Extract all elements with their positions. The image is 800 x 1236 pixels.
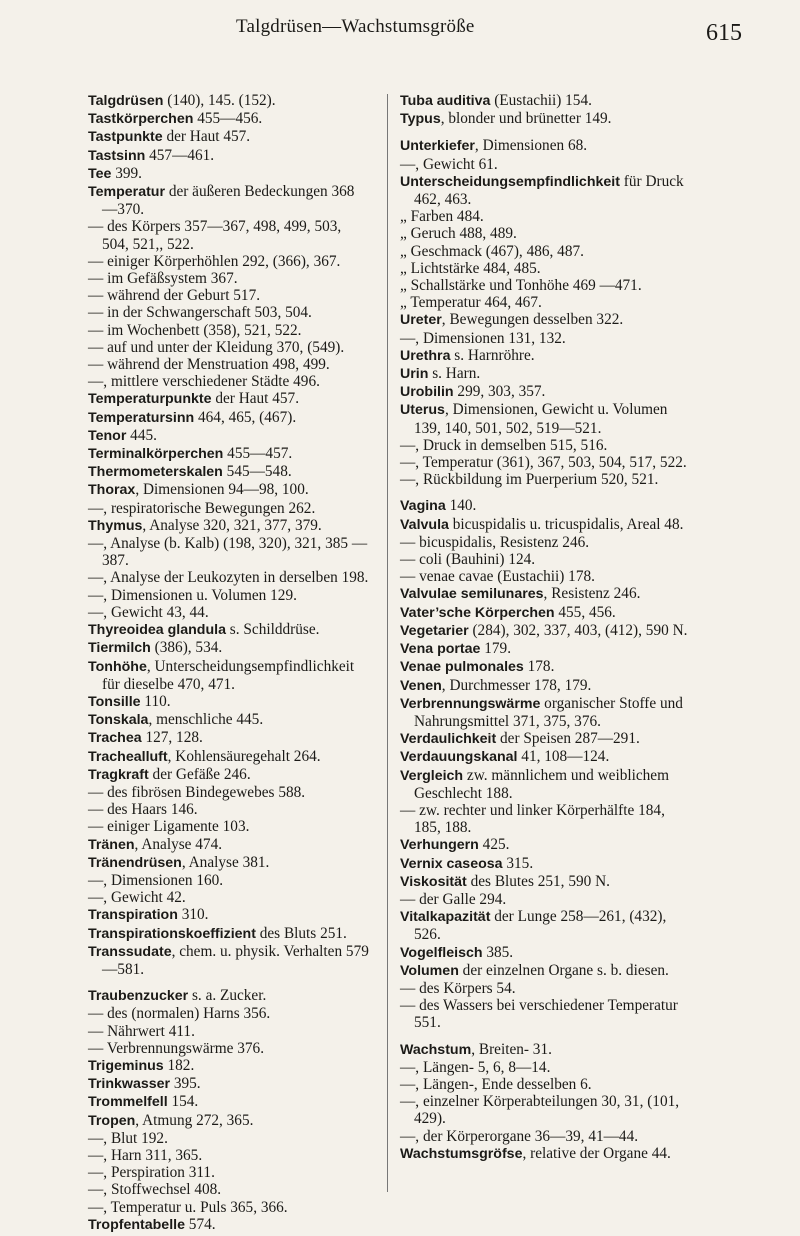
index-keyword: Valvula: [400, 516, 449, 533]
index-references: 310.: [177, 906, 209, 924]
index-keyword: Tränendrüsen: [88, 854, 182, 871]
index-entry: [400, 640, 690, 658]
index-references: 464, 465, (467).: [194, 408, 297, 426]
index-references: —, Längen- 5, 6, 8—14.: [400, 1058, 551, 1076]
index-entry: [400, 585, 690, 603]
index-entry: [88, 836, 370, 854]
index-keyword: Verdaulichkeit: [400, 731, 497, 748]
index-keyword: Tonsille: [88, 693, 141, 710]
index-entry: [88, 693, 370, 711]
index-entry: [88, 1199, 370, 1216]
index-references: (386), 534.: [150, 639, 223, 657]
index-keyword: Thymus: [88, 517, 143, 534]
index-references: 395.: [170, 1075, 201, 1093]
index-entry: [400, 516, 690, 534]
index-entry: [400, 1059, 690, 1076]
index-keyword: Tuba auditiva: [400, 93, 491, 109]
index-entry: [88, 1130, 370, 1147]
index-entry: [88, 569, 370, 586]
index-entry: [400, 873, 690, 891]
index-entry: [88, 1112, 370, 1130]
index-entry: [88, 1057, 370, 1075]
index-references: , Dimensionen 94—98, 100.: [135, 481, 309, 499]
index-entry: [88, 270, 370, 287]
index-entry: [400, 695, 690, 730]
index-references: , menschliche 445.: [148, 711, 264, 729]
index-entry: [88, 784, 370, 801]
index-entry: [400, 347, 690, 365]
index-keyword: Verbrennungswärme: [400, 695, 541, 712]
index-entry: [88, 409, 370, 427]
index-entry: [88, 818, 370, 835]
index-keyword: Tee: [88, 165, 112, 182]
index-entry: [88, 463, 370, 481]
index-references: der Gefäße 246.: [148, 765, 251, 783]
index-entry: [400, 1145, 690, 1163]
index-entry: [400, 836, 690, 854]
index-references: —, Dimensionen 131, 132.: [400, 329, 566, 347]
index-keyword: Verhungern: [400, 837, 479, 854]
index-references: —, einzelner Körperabteilungen 30, 31, (101, 429).: [400, 1093, 680, 1128]
index-references: —, Gewicht 42.: [88, 889, 186, 907]
index-entry: [88, 604, 370, 621]
index-keyword: Thermometerskalen: [88, 464, 223, 481]
index-references: — des Körpers 54.: [400, 979, 516, 997]
index-references: —, Perspiration 311.: [88, 1164, 215, 1182]
index-entry: [88, 854, 370, 872]
index-keyword: Vena portae: [400, 641, 481, 658]
index-references: , Dimensionen 68.: [474, 137, 588, 155]
index-entry: [88, 1023, 370, 1040]
index-keyword: Venae pulmonales: [400, 659, 524, 676]
index-entry: [88, 427, 370, 445]
index-entry: [400, 622, 690, 640]
index-entry: [400, 767, 690, 802]
page-header: [0, 12, 800, 52]
index-references: 41, 108—124.: [517, 748, 610, 766]
index-keyword: Tonhöhe: [88, 658, 147, 675]
index-references: (Eustachii) 154.: [490, 92, 592, 109]
index-keyword: Ureter: [400, 312, 442, 329]
index-entry: [400, 962, 690, 980]
running-head: Talgdrüsen—Wachstumsgröße: [236, 16, 475, 37]
index-entry: [88, 253, 370, 270]
index-entry: [88, 218, 370, 252]
index-entry: [400, 944, 690, 962]
index-entry: [88, 445, 370, 463]
index-keyword: Wachstum: [400, 1041, 472, 1058]
index-references: 299, 303, 357.: [453, 383, 546, 401]
index-references: „ Geschmack (467), 486, 487.: [400, 242, 584, 260]
index-references: des Bluts 251.: [255, 924, 347, 942]
index-references: — zw. rechter und linker Körperhälfte 184, 185, 188.: [400, 801, 665, 837]
index-entry: [400, 471, 690, 488]
index-keyword: Trommelfell: [88, 1094, 168, 1111]
index-references: zw. männlichem und weiblichem Geschlecht 188.: [414, 766, 669, 802]
index-references: 574.: [184, 1215, 216, 1233]
index-keyword: Tastkörperchen: [88, 111, 194, 128]
index-references: — im Wochenbett (358), 521, 522.: [88, 321, 302, 339]
index-references: „ Temperatur 464, 467.: [400, 294, 542, 312]
index-references: —, Rückbildung im Puerperium 520, 521.: [400, 471, 659, 489]
index-references: s. Schilddrüse.: [225, 621, 320, 639]
index-references: 455—456.: [193, 110, 263, 128]
index-entry: [88, 1005, 370, 1022]
index-entry: [88, 943, 370, 978]
index-keyword: Tonskala: [88, 712, 149, 729]
index-entry: [400, 802, 690, 836]
index-references: 127, 128.: [141, 729, 203, 747]
index-keyword: Terminalkörperchen: [88, 446, 224, 463]
index-entry: [88, 658, 370, 693]
index-entry: [88, 390, 370, 408]
index-references: „ Geruch 488, 489.: [400, 225, 517, 243]
index-entry: [88, 766, 370, 784]
index-references: 425.: [478, 836, 510, 854]
index-entry: [88, 183, 370, 218]
index-keyword: Tenor: [88, 427, 127, 444]
index-entry: [400, 604, 690, 622]
index-entry: [88, 1181, 370, 1198]
index-references: — einiger Ligamente 103.: [88, 818, 250, 836]
index-references: — während der Menstruation 498, 499.: [88, 356, 330, 374]
index-entry: [400, 137, 690, 155]
index-references: 182.: [163, 1056, 195, 1074]
index-references: — während der Geburt 517.: [88, 287, 261, 305]
index-keyword: Urin: [400, 366, 429, 383]
index-entry: [88, 1216, 370, 1234]
index-references: der Speisen 287—291.: [496, 730, 640, 748]
index-entry: [88, 147, 370, 165]
index-references: der einzelnen Organe s. b. diesen.: [458, 961, 669, 979]
index-entry: [400, 568, 690, 585]
index-entry: [88, 322, 370, 339]
index-keyword: Unterscheidungsempfindlichkeit: [400, 173, 620, 190]
index-entry: [400, 437, 690, 454]
index-entry: [400, 1076, 690, 1093]
index-references: — des Haars 146.: [88, 801, 198, 819]
index-keyword: Tropfentabelle: [88, 1216, 185, 1233]
index-entry: [400, 1041, 690, 1059]
index-references: — des (normalen) Harns 356.: [88, 1005, 271, 1023]
index-references: , Kohlensäuregehalt 264.: [167, 747, 321, 765]
index-entry: [88, 711, 370, 729]
index-references: 179.: [480, 640, 512, 658]
index-entry: [88, 92, 370, 110]
index-entry: [88, 987, 370, 1005]
index-entry: [400, 294, 690, 311]
index-references: (284), 302, 337, 403, (412), 590 N.: [468, 621, 688, 639]
index-keyword: Tastpunkte: [88, 129, 163, 146]
index-references: 178.: [523, 658, 555, 676]
index-keyword: Vergleich: [400, 767, 464, 784]
index-entry: [88, 1040, 370, 1057]
index-entry: [88, 1147, 370, 1164]
index-keyword: Tragkraft: [88, 766, 149, 783]
index-references: —, Temperatur (361), 367, 503, 504, 517, 522.: [400, 454, 687, 472]
index-entry: [400, 980, 690, 997]
index-references: des Blutes 251, 590 N.: [466, 872, 610, 890]
index-entry: [400, 365, 690, 383]
index-keyword: Trinkwasser: [88, 1076, 171, 1093]
index-references: , Dimensionen, Gewicht u. Volumen 139, 140, 501, 502, 519—521.: [414, 401, 668, 437]
index-keyword: Transpirationskoeffizient: [88, 925, 256, 942]
index-references: , blonder und brünetter 149.: [440, 110, 612, 128]
index-keyword: Trachealluft: [88, 748, 168, 765]
index-keyword: Urethra: [400, 347, 451, 364]
index-entry: [400, 383, 690, 401]
index-entry: [400, 277, 690, 294]
index-entry: [88, 729, 370, 747]
index-references: —, Dimensionen 160.: [88, 871, 224, 889]
index-references: der Haut 457.: [211, 390, 300, 408]
index-references: — im Gefäßsystem 367.: [88, 270, 238, 288]
index-keyword: Temperatursinn: [88, 409, 195, 426]
index-references: s. a. Zucker.: [188, 987, 267, 1005]
index-references: 385.: [482, 943, 514, 961]
index-references: der äußeren Bedeckungen 368 —370.: [102, 183, 355, 219]
index-entry: [400, 225, 690, 242]
index-entry: [88, 165, 370, 183]
index-column-left: [88, 92, 370, 1234]
index-keyword: Vagina: [400, 498, 446, 515]
index-references: —, Dimensionen u. Volumen 129.: [88, 586, 297, 604]
index-references: 110.: [140, 692, 171, 710]
index-references: —, respiratorische Bewegungen 262.: [88, 499, 316, 517]
index-references: , chem. u. physik. Verhalten 579—581.: [102, 942, 369, 978]
index-keyword: Temperatur: [88, 184, 165, 201]
index-keyword: Wachstumsgröfse: [400, 1145, 523, 1162]
index-references: 455, 456.: [554, 603, 616, 621]
index-entry: [400, 401, 690, 436]
index-references: 545—548.: [222, 463, 292, 481]
index-entry: [88, 801, 370, 818]
index-entry: [88, 872, 370, 889]
index-entry: [88, 304, 370, 321]
index-references: —, Druck in demselben 515, 516.: [400, 436, 608, 454]
index-references: 154.: [167, 1093, 199, 1111]
index-references: 445.: [126, 426, 157, 444]
index-keyword: Talgdrüsen: [88, 93, 164, 109]
index-references: , Analyse 320, 321, 377, 379.: [142, 516, 322, 534]
index-keyword: Verdauungskanal: [400, 749, 518, 766]
index-keyword: Vegetarier: [400, 622, 469, 639]
index-keyword: Thorax: [88, 482, 136, 499]
index-keyword: Valvulae semilunares: [400, 586, 544, 603]
index-references: —, Längen-, Ende desselben 6.: [400, 1075, 592, 1093]
index-keyword: Transpiration: [88, 907, 178, 924]
index-references: — venae cavae (Eustachii) 178.: [400, 568, 595, 586]
index-references: für Druck 462, 463.: [414, 172, 684, 209]
index-keyword: Volumen: [400, 962, 459, 979]
index-references: — Verbrennungswärme 376.: [88, 1039, 265, 1057]
index-references: —, Analyse der Leukozyten in derselben 198.: [88, 569, 369, 587]
index-references: — Nährwert 411.: [88, 1022, 195, 1040]
index-references: „ Lichtstärke 484, 485.: [400, 259, 541, 277]
index-entry: [88, 339, 370, 356]
index-entry: [88, 889, 370, 906]
index-entry: [400, 997, 690, 1031]
index-keyword: Vernix caseosa: [400, 855, 503, 872]
index-entry: [88, 356, 370, 373]
index-references: , Unterscheidungsempfindlichkeit für dieselbe 470, 471.: [102, 657, 355, 693]
index-references: —, Stoffwechsel 408.: [88, 1181, 222, 1199]
index-keyword: Temperaturpunkte: [88, 391, 212, 408]
index-references: , Durchmesser 178, 179.: [441, 676, 592, 694]
index-entry: [400, 658, 690, 676]
index-references: s. Harnröhre.: [450, 346, 535, 364]
index-references: —, Gewicht 61.: [400, 155, 498, 173]
index-references: — in der Schwangerschaft 503, 504.: [88, 304, 312, 322]
index-keyword: Viskosität: [400, 873, 467, 890]
index-references: — der Galle 294.: [400, 890, 507, 908]
index-references: (140), 145. (152).: [163, 92, 276, 109]
index-entry: [400, 243, 690, 260]
index-entry: [88, 373, 370, 390]
index-entry: [400, 1093, 690, 1127]
index-keyword: Thyreoidea glandula: [88, 622, 226, 639]
index-references: „ Schallstärke und Tonhöhe 469 —471.: [400, 277, 642, 295]
index-entry: [400, 110, 690, 128]
index-entry: [88, 481, 370, 499]
index-references: der Haut 457.: [162, 128, 251, 146]
index-keyword: Uterus: [400, 402, 445, 419]
index-references: —, der Körperorgane 36—39, 41—44.: [400, 1127, 639, 1145]
index-references: 140.: [445, 497, 477, 515]
index-references: —, Temperatur u. Puls 365, 366.: [88, 1198, 288, 1216]
index-entry: [88, 535, 370, 569]
index-entry: [400, 173, 690, 208]
index-entry: [88, 587, 370, 604]
index-entry: [400, 534, 690, 551]
index-entry: [88, 1093, 370, 1111]
index-references: 457—461.: [145, 146, 215, 164]
index-keyword: Vitalkapazität: [400, 909, 491, 926]
index-entry: [400, 1128, 690, 1145]
index-entry: [88, 287, 370, 304]
index-keyword: Transsudate: [88, 943, 172, 960]
index-references: s. Harn.: [428, 365, 481, 383]
index-references: — einiger Körperhöhlen 292, (366), 367.: [88, 252, 341, 270]
index-keyword: Vater’sche Körperchen: [400, 604, 555, 621]
index-entry: [88, 906, 370, 924]
index-entry: [400, 497, 690, 515]
index-references: organischer Stoffe und Nahrungsmittel 371, 375, 376.: [414, 694, 683, 730]
index-references: —, Blut 192.: [88, 1129, 168, 1147]
index-entry: [400, 454, 690, 471]
index-keyword: Unterkiefer: [400, 138, 475, 155]
index-keyword: Venen: [400, 677, 442, 694]
index-references: 455—457.: [223, 445, 293, 463]
index-references: 399.: [111, 164, 142, 182]
index-entry: [400, 891, 690, 908]
index-entry: [400, 730, 690, 748]
index-entry: [88, 110, 370, 128]
index-references: — des fibrösen Bindegewebes 588.: [88, 783, 306, 801]
index-references: , relative der Organe 44.: [522, 1144, 671, 1162]
index-keyword: Trachea: [88, 730, 142, 747]
index-keyword: Typus: [400, 111, 441, 128]
index-references: — coli (Bauhini) 124.: [400, 551, 536, 569]
index-references: , Bewegungen desselben 322.: [441, 311, 624, 329]
index-column-right: [400, 92, 690, 1163]
index-references: — auf und unter der Kleidung 370, (549).: [88, 338, 345, 356]
index-references: —, Gewicht 43, 44.: [88, 603, 209, 621]
index-keyword: Trigeminus: [88, 1057, 164, 1074]
column-divider: [387, 94, 388, 1192]
index-keyword: Tiermilch: [88, 640, 151, 657]
index-references: , Analyse 381.: [181, 853, 270, 871]
index-entry: [400, 748, 690, 766]
index-entry: [400, 330, 690, 347]
index-keyword: Tastsinn: [88, 147, 146, 164]
index-entry: [400, 551, 690, 568]
index-entry: [88, 639, 370, 657]
page-number: 615: [706, 20, 742, 46]
index-references: —, mittlere verschiedener Städte 496.: [88, 373, 320, 391]
index-references: der Lunge 258—261, (432), 526.: [414, 908, 667, 944]
index-entry: [88, 925, 370, 943]
index-keyword: Tropen: [88, 1112, 136, 1129]
index-references: 315.: [502, 854, 534, 872]
index-entry: [88, 621, 370, 639]
index-entry: [88, 517, 370, 535]
index-entry: [88, 1164, 370, 1181]
index-entry: [88, 500, 370, 517]
index-keyword: Vogelfleisch: [400, 944, 483, 961]
index-entry: [400, 156, 690, 173]
index-keyword: Traubenzucker: [88, 988, 189, 1005]
index-entry: [88, 128, 370, 146]
index-entry: [400, 677, 690, 695]
index-references: , Atmung 272, 365.: [135, 1111, 254, 1129]
index-references: „ Farben 484.: [400, 208, 484, 226]
index-entry: [400, 311, 690, 329]
index-entry: [400, 855, 690, 873]
index-keyword: Tränen: [88, 836, 135, 853]
index-entry: [400, 260, 690, 277]
index-references: —, Harn 311, 365.: [88, 1146, 203, 1164]
index-references: , Breiten- 31.: [471, 1040, 552, 1058]
index-references: — bicuspidalis, Resistenz 246.: [400, 533, 590, 551]
index-entry: [400, 908, 690, 943]
index-entry: [88, 1075, 370, 1093]
index-references: bicuspidalis u. tricuspidalis, Areal 48.: [448, 515, 684, 533]
index-keyword: Urobilin: [400, 384, 454, 401]
index-references: —, Analyse (b. Kalb) (198, 320), 321, 385 —387.: [88, 535, 368, 570]
index-entry: [400, 92, 690, 110]
index-references: — des Wassers bei verschiedener Temperatur 551.: [400, 997, 678, 1032]
index-references: , Resistenz 246.: [543, 585, 641, 603]
index-entry: [400, 208, 690, 225]
index-references: — des Körpers 357—367, 498, 499, 503, 504, 521,, 522.: [88, 218, 342, 253]
index-entry: [88, 748, 370, 766]
index-references: , Analyse 474.: [134, 835, 223, 853]
